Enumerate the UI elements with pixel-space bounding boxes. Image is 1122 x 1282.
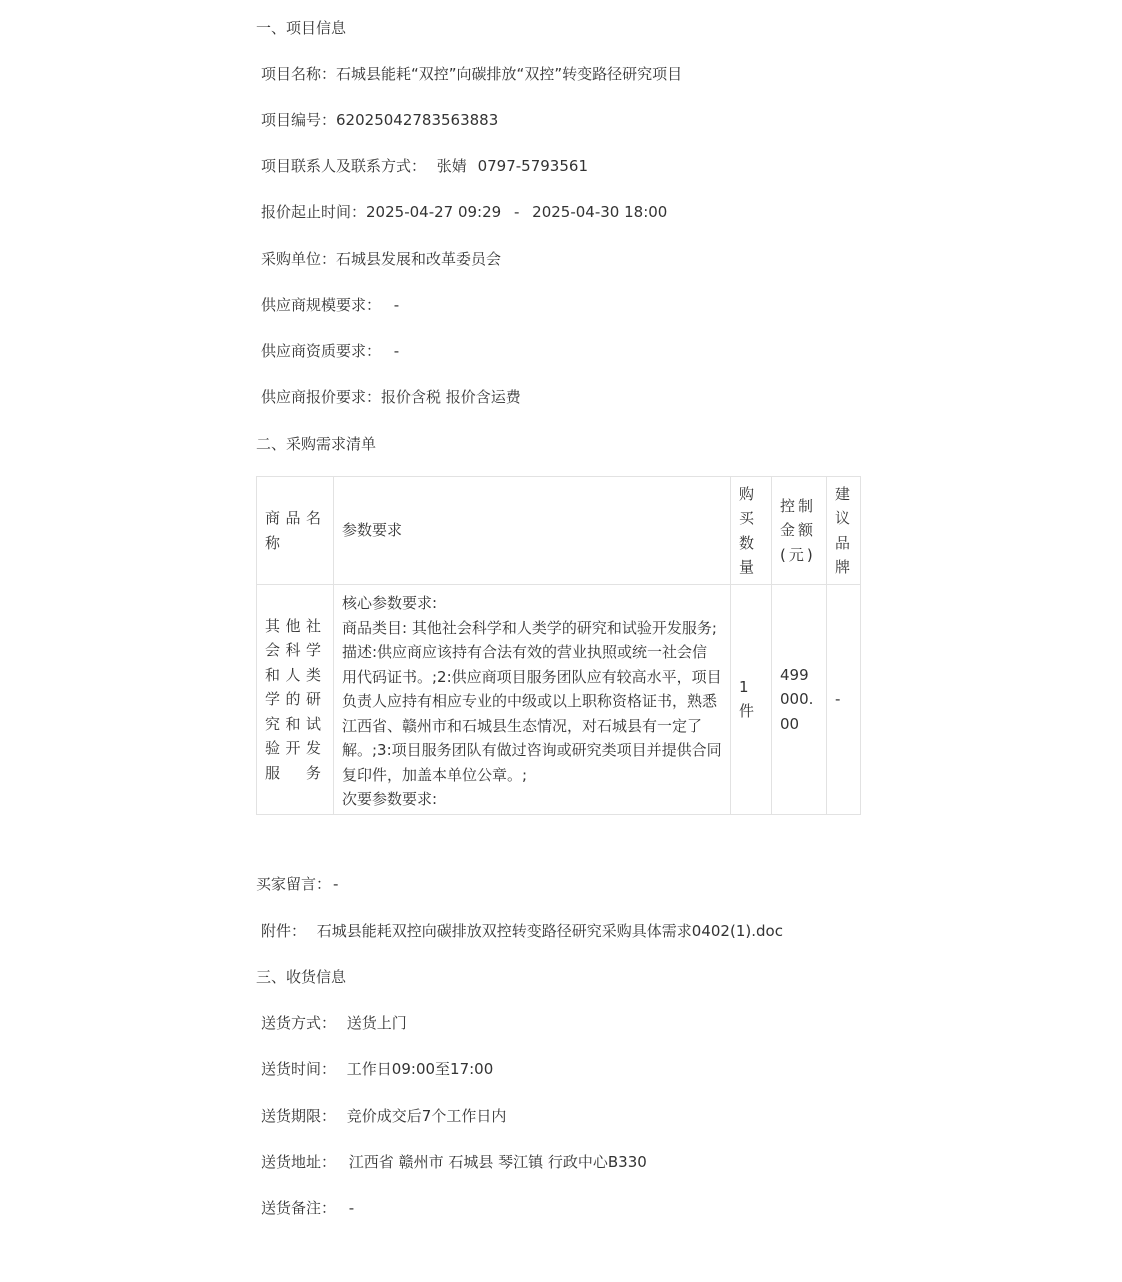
delivery-note-value: - — [348, 1199, 355, 1217]
header-name: 商品名称 — [257, 477, 334, 585]
qualification-label: 供应商资质要求： — [261, 342, 382, 360]
header-brand: 建议品牌 — [827, 477, 861, 585]
contact-row — [261, 155, 588, 176]
scale-label: 供应商规模要求： — [261, 296, 382, 314]
delivery-time-row — [261, 1058, 493, 1079]
delivery-time-label: 送货时间： — [261, 1060, 337, 1078]
buyer-note-label: 买家留言： — [256, 875, 332, 893]
cell-qty: 1件 — [731, 585, 772, 815]
project-name-row — [261, 63, 682, 84]
section-requirements-title: 二、采购需求清单 — [256, 435, 377, 453]
scale-row — [261, 294, 399, 315]
delivery-deadline-value: 竞价成交后7个工作日内 — [346, 1107, 507, 1125]
table-row — [257, 585, 861, 815]
project-no-label: 项目编号： — [261, 111, 337, 129]
delivery-note-row — [261, 1197, 354, 1218]
delivery-deadline-row — [261, 1105, 506, 1126]
buyer-label: 采购单位： — [261, 250, 337, 268]
delivery-address-value: 江西省 赣州市 石城县 琴江镇 行政中心B330 — [348, 1153, 647, 1171]
qualification-row — [261, 340, 399, 361]
attachment-row — [261, 920, 783, 941]
project-no-value: 62025042783563883 — [336, 111, 499, 129]
buyer-note-value: - — [333, 875, 339, 893]
delivery-method-row — [261, 1012, 407, 1033]
params-secondary-label: 次要参数要求: — [342, 790, 438, 808]
delivery-method-value: 送货上门 — [346, 1014, 407, 1032]
attachment-label: 附件： — [261, 922, 307, 940]
delivery-address-row — [261, 1151, 647, 1172]
requirements-table — [256, 476, 861, 815]
section-project-info-title: 一、项目信息 — [256, 19, 347, 37]
delivery-address-label: 送货地址： — [261, 1153, 337, 1171]
header-budget: 控制金额(元) — [772, 477, 827, 585]
quote-time-row — [261, 201, 667, 222]
header-qty: 购买数量 — [731, 477, 772, 585]
delivery-method-label: 送货方式： — [261, 1014, 337, 1032]
cell-brand: - — [827, 585, 861, 815]
quote-start: 2025-04-27 09:29 — [366, 203, 502, 221]
buyer-note-row — [256, 873, 338, 894]
params-core: 商品类目: 其他社会科学和人类学的研究和试验开发服务; 描述:供应商应该持有合法有效的营业执照或统一社会信用代码证书。;2:供应商项目服务团队应有较高水平，项目负责人应持有相应专业的中级或以上职称资格证书，熟悉江西省、赣州市和石城县生态情况，对石城县有一定了解。;3:项目服务团队有做过咨询或研究类项目并提供合同复印件，加盖本单位公章。; — [342, 618, 722, 784]
buyer-row — [261, 248, 501, 269]
cell-budget: 499000.00 — [772, 585, 827, 815]
contact-name: 张婧 — [436, 157, 467, 175]
quote-req-value: 报价含税 报价含运费 — [381, 388, 521, 406]
project-no-row — [261, 109, 498, 130]
scale-value: - — [393, 296, 400, 314]
delivery-time-value: 工作日09:00至17:00 — [346, 1060, 494, 1078]
header-params: 参数要求 — [334, 477, 731, 585]
attachment-link[interactable]: 石城县能耗双控向碳排放双控转变路径研究采购具体需求0402(1).doc — [316, 922, 783, 940]
qualification-value: - — [393, 342, 400, 360]
params-core-label: 核心参数要求: — [342, 594, 438, 612]
table-header-row — [257, 477, 861, 585]
contact-phone: 0797-5793561 — [477, 157, 588, 175]
quote-time-label: 报价起止时间： — [261, 203, 367, 221]
section-delivery-title: 三、收货信息 — [256, 968, 347, 986]
contact-label: 项目联系人及联系方式： — [261, 157, 427, 175]
buyer-value: 石城县发展和改革委员会 — [336, 250, 502, 268]
quote-req-label: 供应商报价要求： — [261, 388, 382, 406]
cell-params — [334, 585, 731, 815]
cell-name: 其他社会科学和人类学的研究和试验开发服务 — [257, 585, 334, 815]
project-name-label: 项目名称： — [261, 65, 337, 83]
quote-end: 2025-04-30 18:00 — [532, 203, 668, 221]
project-name-value: 石城县能耗“双控”向碳排放“双控”转变路径研究项目 — [336, 65, 683, 83]
delivery-note-label: 送货备注： — [261, 1199, 337, 1217]
quote-req-row — [261, 386, 521, 407]
quote-separator: - — [513, 203, 520, 221]
delivery-deadline-label: 送货期限： — [261, 1107, 337, 1125]
